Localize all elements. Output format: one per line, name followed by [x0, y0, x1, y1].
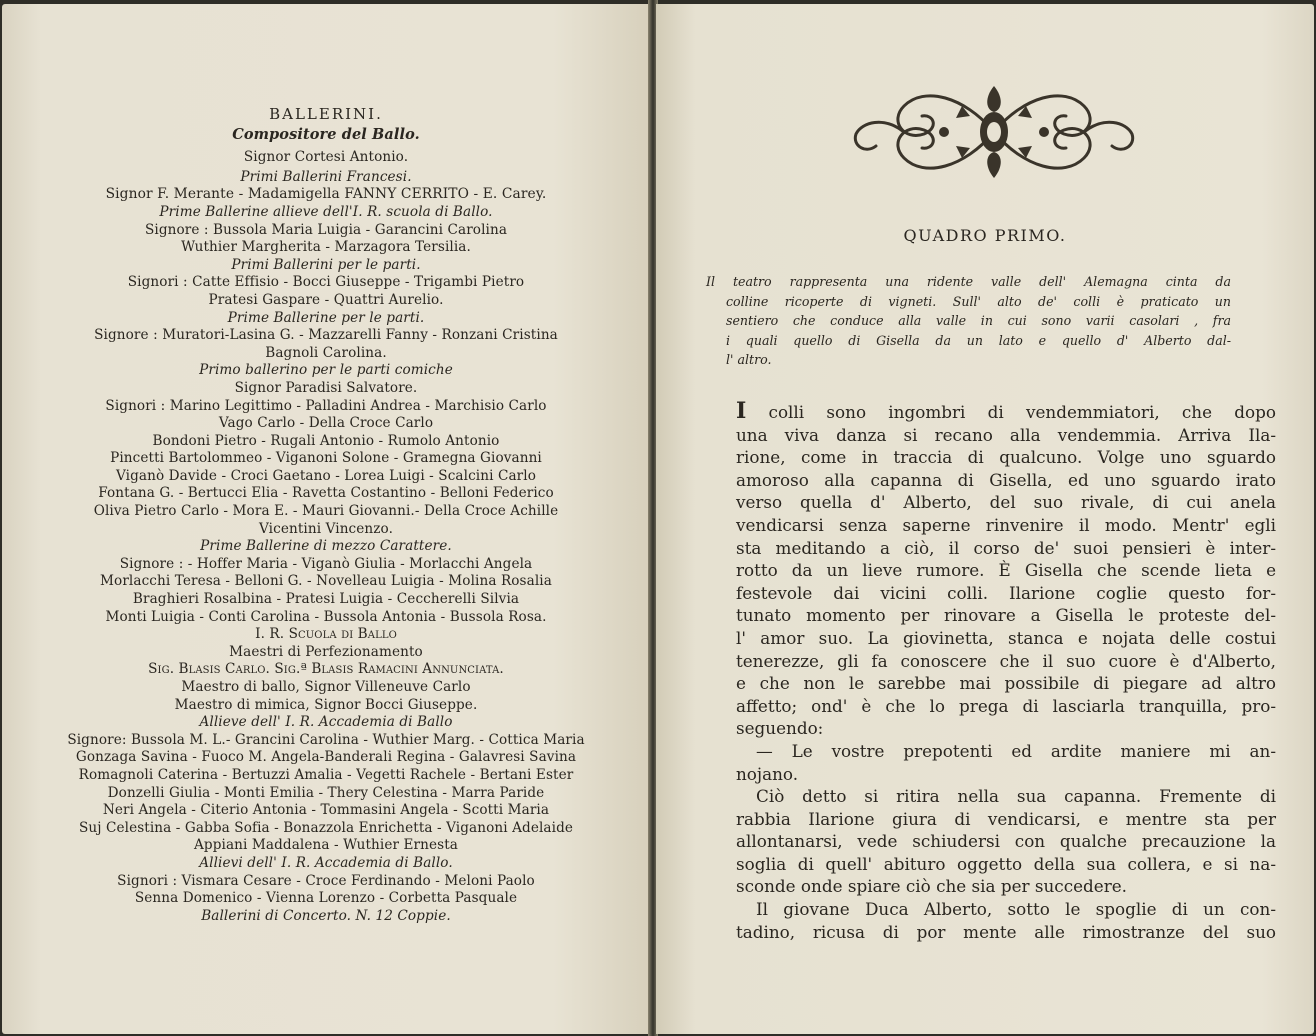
- chapter-title: QUADRO PRIMO.: [903, 226, 1067, 245]
- body-line: festevole dai vicini colli. Ilarione coglie questo for-: [736, 582, 1276, 603]
- cast-line: Signori : Marino Legittimo - Palladini Andrea - Marchisio Carlo: [105, 397, 547, 414]
- body-line: affetto; ond' è che lo prega di lasciarla tranquilla, pro-: [736, 695, 1276, 716]
- cast-line: Gonzaga Savina - Fuoco M. Angela-Banderali Regina - Galavresi Savina: [75, 749, 577, 766]
- cast-line: Signore : Muratori-Lasina G. - Mazzarelli Fanny - Ronzani Cristina: [94, 327, 558, 344]
- body-line: una viva danza si recano alla vendemmia. Arriva Ila-: [736, 424, 1276, 445]
- cast-line: Bagnoli Carolina.: [265, 344, 387, 361]
- cast-line: Senna Domenico - Vienna Lorenzo - Corbetta Pasquale: [134, 890, 518, 907]
- cast-line: Vicentini Vincenzo.: [259, 520, 393, 537]
- body-line: rotto da un lieve rumore. È Gisella che scende lieta e: [736, 560, 1276, 581]
- scene-line: colline ricoperte di vigneti. Sull' alto de' colli è praticato un: [726, 293, 1231, 309]
- body-line: amoroso alla capanna di Gisella, ed uno sguardo irato: [736, 469, 1276, 490]
- body-line: soglia di quell' abituro oggetto della sua collera, e si na-: [736, 853, 1276, 874]
- cast-line: Signore: Bussola M. L.- Grancini Carolina - Wuthier Marg. - Cottica Maria: [67, 731, 585, 748]
- section-heading: Allievi dell' I. R. Accademia di Ballo.: [199, 854, 453, 871]
- body-line: vendicarsi senza saperne rinvenire il modo. Mentr' egli: [736, 514, 1276, 535]
- cast-line: Morlacchi Teresa - Belloni G. - Novelleau Luigia - Molina Rosalia: [100, 573, 552, 590]
- cast-line: Donzelli Giulia - Monti Emilia - Thery Celestina - Marra Paride: [107, 784, 545, 801]
- section-heading: Allieve dell' I. R. Accademia di Ballo: [199, 714, 453, 731]
- body-line: Ciò detto si ritira nella sua capanna. Fremente di: [756, 786, 1276, 807]
- cast-line: Oliva Pietro Carlo - Mora E. - Mauri Giovanni.- Della Croce Achille: [93, 503, 559, 520]
- cast-line: Braghieri Rosalbina - Pratesi Luigia - Ceccherelli Silvia: [132, 591, 520, 608]
- section-heading: Primi Ballerini Francesi.: [240, 168, 412, 185]
- section-heading: Prime Ballerine di mezzo Carattere.: [200, 538, 452, 555]
- cast-line: Maestro di mimica, Signor Bocci Giuseppe.: [174, 696, 478, 713]
- composer-label: Compositore del Ballo.: [232, 125, 420, 143]
- cast-line: Maestri di Perfezionamento: [229, 643, 423, 660]
- section-heading: Ballerini di Concerto. N. 12 Coppie.: [201, 907, 451, 924]
- cast-line: Suj Celestina - Gabba Sofia - Bonazzola Enrichetta - Viganoni Adelaide: [78, 819, 574, 836]
- body-line: I colli sono ingombri di vendemmiatori, che dopo: [736, 398, 1276, 424]
- cast-line: Bondoni Pietro - Rugali Antonio - Rumolo Antonio: [152, 432, 500, 449]
- cast-line: Viganò Davide - Croci Gaetano - Lorea Luigi - Scalcini Carlo: [115, 467, 536, 484]
- cast-line: Pincetti Bartolommeo - Viganoni Solone - Gramegna Giovanni: [110, 450, 542, 467]
- body-line: allontanarsi, vede schiudersi con qualche precauzione la: [736, 831, 1276, 852]
- cast-line: Signore : - Hoffer Maria - Viganò Giulia - Morlacchi Angela: [119, 555, 533, 572]
- right-page: [656, 4, 1314, 1034]
- body-text: [736, 400, 1276, 943]
- body-line: verso quella d' Alberto, del suo rivale, di cui anela: [736, 492, 1276, 513]
- body-line: — Le vostre prepotenti ed ardite maniere mi an-: [756, 740, 1276, 761]
- cast-list: [2, 106, 650, 925]
- body-line: e che non le sarebbe mai possibile di piegare ad altro: [736, 673, 1276, 694]
- cast-line: Vago Carlo - Della Croce Carlo: [218, 415, 434, 432]
- scene-description: [706, 272, 1231, 370]
- scene-line: Il teatro rappresenta una ridente valle dell' Alemagna cinta da: [706, 274, 1231, 289]
- body-line: Il giovane Duca Alberto, sotto le spoglie di un con-: [756, 899, 1276, 920]
- cast-line: Signor F. Merante - Madamigella FANNY CERRITO - E. Carey.: [105, 186, 547, 203]
- body-line: rione, come in traccia di qualcuno. Volge uno sguardo: [736, 447, 1276, 468]
- cast-line: Sig. Blasis Carlo. Sig.ª Blasis Ramacini Annunciata.: [148, 661, 504, 678]
- body-line: tadino, ricusa di por mente alle rimostranze del suo: [736, 921, 1276, 942]
- body-line: nojano.: [736, 763, 799, 784]
- cast-line: Appiani Maddalena - Wuthier Ernesta: [194, 837, 458, 854]
- cast-line: Signore : Bussola Maria Luigia - Garancini Carolina: [144, 221, 508, 238]
- cast-line: Signori : Catte Effisio - Bocci Giuseppe - Trigambi Pietro: [127, 274, 525, 291]
- section-heading: Prime Ballerine allieve dell'I. R. scuola di Ballo.: [159, 203, 493, 220]
- cast-line: Fontana G. - Bertucci Elia - Ravetta Costantino - Belloni Federico: [98, 485, 554, 502]
- body-line: seguendo:: [736, 718, 824, 739]
- cast-line: Signori : Vismara Cesare - Croce Ferdinando - Meloni Paolo: [117, 872, 535, 889]
- cast-line: Neri Angela - Citerio Antonia - Tommasini Angela - Scotti Maria: [102, 802, 550, 819]
- scene-line: i quali quello di Gisella da un lato e quello d' Alberto dal-: [726, 332, 1231, 348]
- cast-line: Wuthier Margherita - Marzagora Tersilia.: [181, 239, 471, 256]
- scene-line: sentiero che conduce alla valle in cui sono varii casolari , fra: [726, 313, 1231, 328]
- section-heading: Primi Ballerini per le parti.: [231, 256, 421, 273]
- cast-line: Maestro di ballo, Signor Villeneuve Carlo: [181, 679, 471, 695]
- cast-line: Monti Luigia - Conti Carolina - Bussola Antonia - Bussola Rosa.: [105, 608, 547, 625]
- left-page: [2, 4, 650, 1034]
- body-line: rabbia Ilarione giura di vendicarsi, e mentre sta per: [736, 808, 1276, 829]
- body-line: sconde onde spiare ciò che sia per succedere.: [736, 876, 1127, 897]
- cast-line: Pratesi Gaspare - Quattri Aurelio.: [208, 291, 444, 308]
- cast-line: Romagnoli Caterina - Bertuzzi Amalia - Vegetti Rachele - Bertani Ester: [78, 766, 574, 783]
- body-line: tunato momento per rinovare a Gisella le proteste del-: [736, 605, 1276, 626]
- scene-line: l' altro.: [726, 352, 772, 367]
- cast-line: Signor Cortesi Antonio.: [243, 149, 409, 166]
- cast-line: Signor Paradisi Salvatore.: [234, 379, 418, 396]
- body-line: sta meditando a ciò, il corso de' suoi pensieri è inter-: [736, 537, 1276, 558]
- cast-line: I. R. Scuola di Ballo: [255, 626, 397, 643]
- body-line: tenerezze, gli fa conoscere che il suo cuore è d'Alberto,: [736, 650, 1276, 671]
- cast-heading: BALLERINI.: [269, 105, 383, 123]
- body-line: l' amor suo. La giovinetta, stanca e nojata delle costui: [736, 627, 1276, 648]
- floral-ornament-icon: [844, 76, 1144, 188]
- section-heading: Prime Ballerine per le parti.: [227, 309, 425, 326]
- section-heading: Primo ballerino per le parti comiche: [199, 362, 453, 379]
